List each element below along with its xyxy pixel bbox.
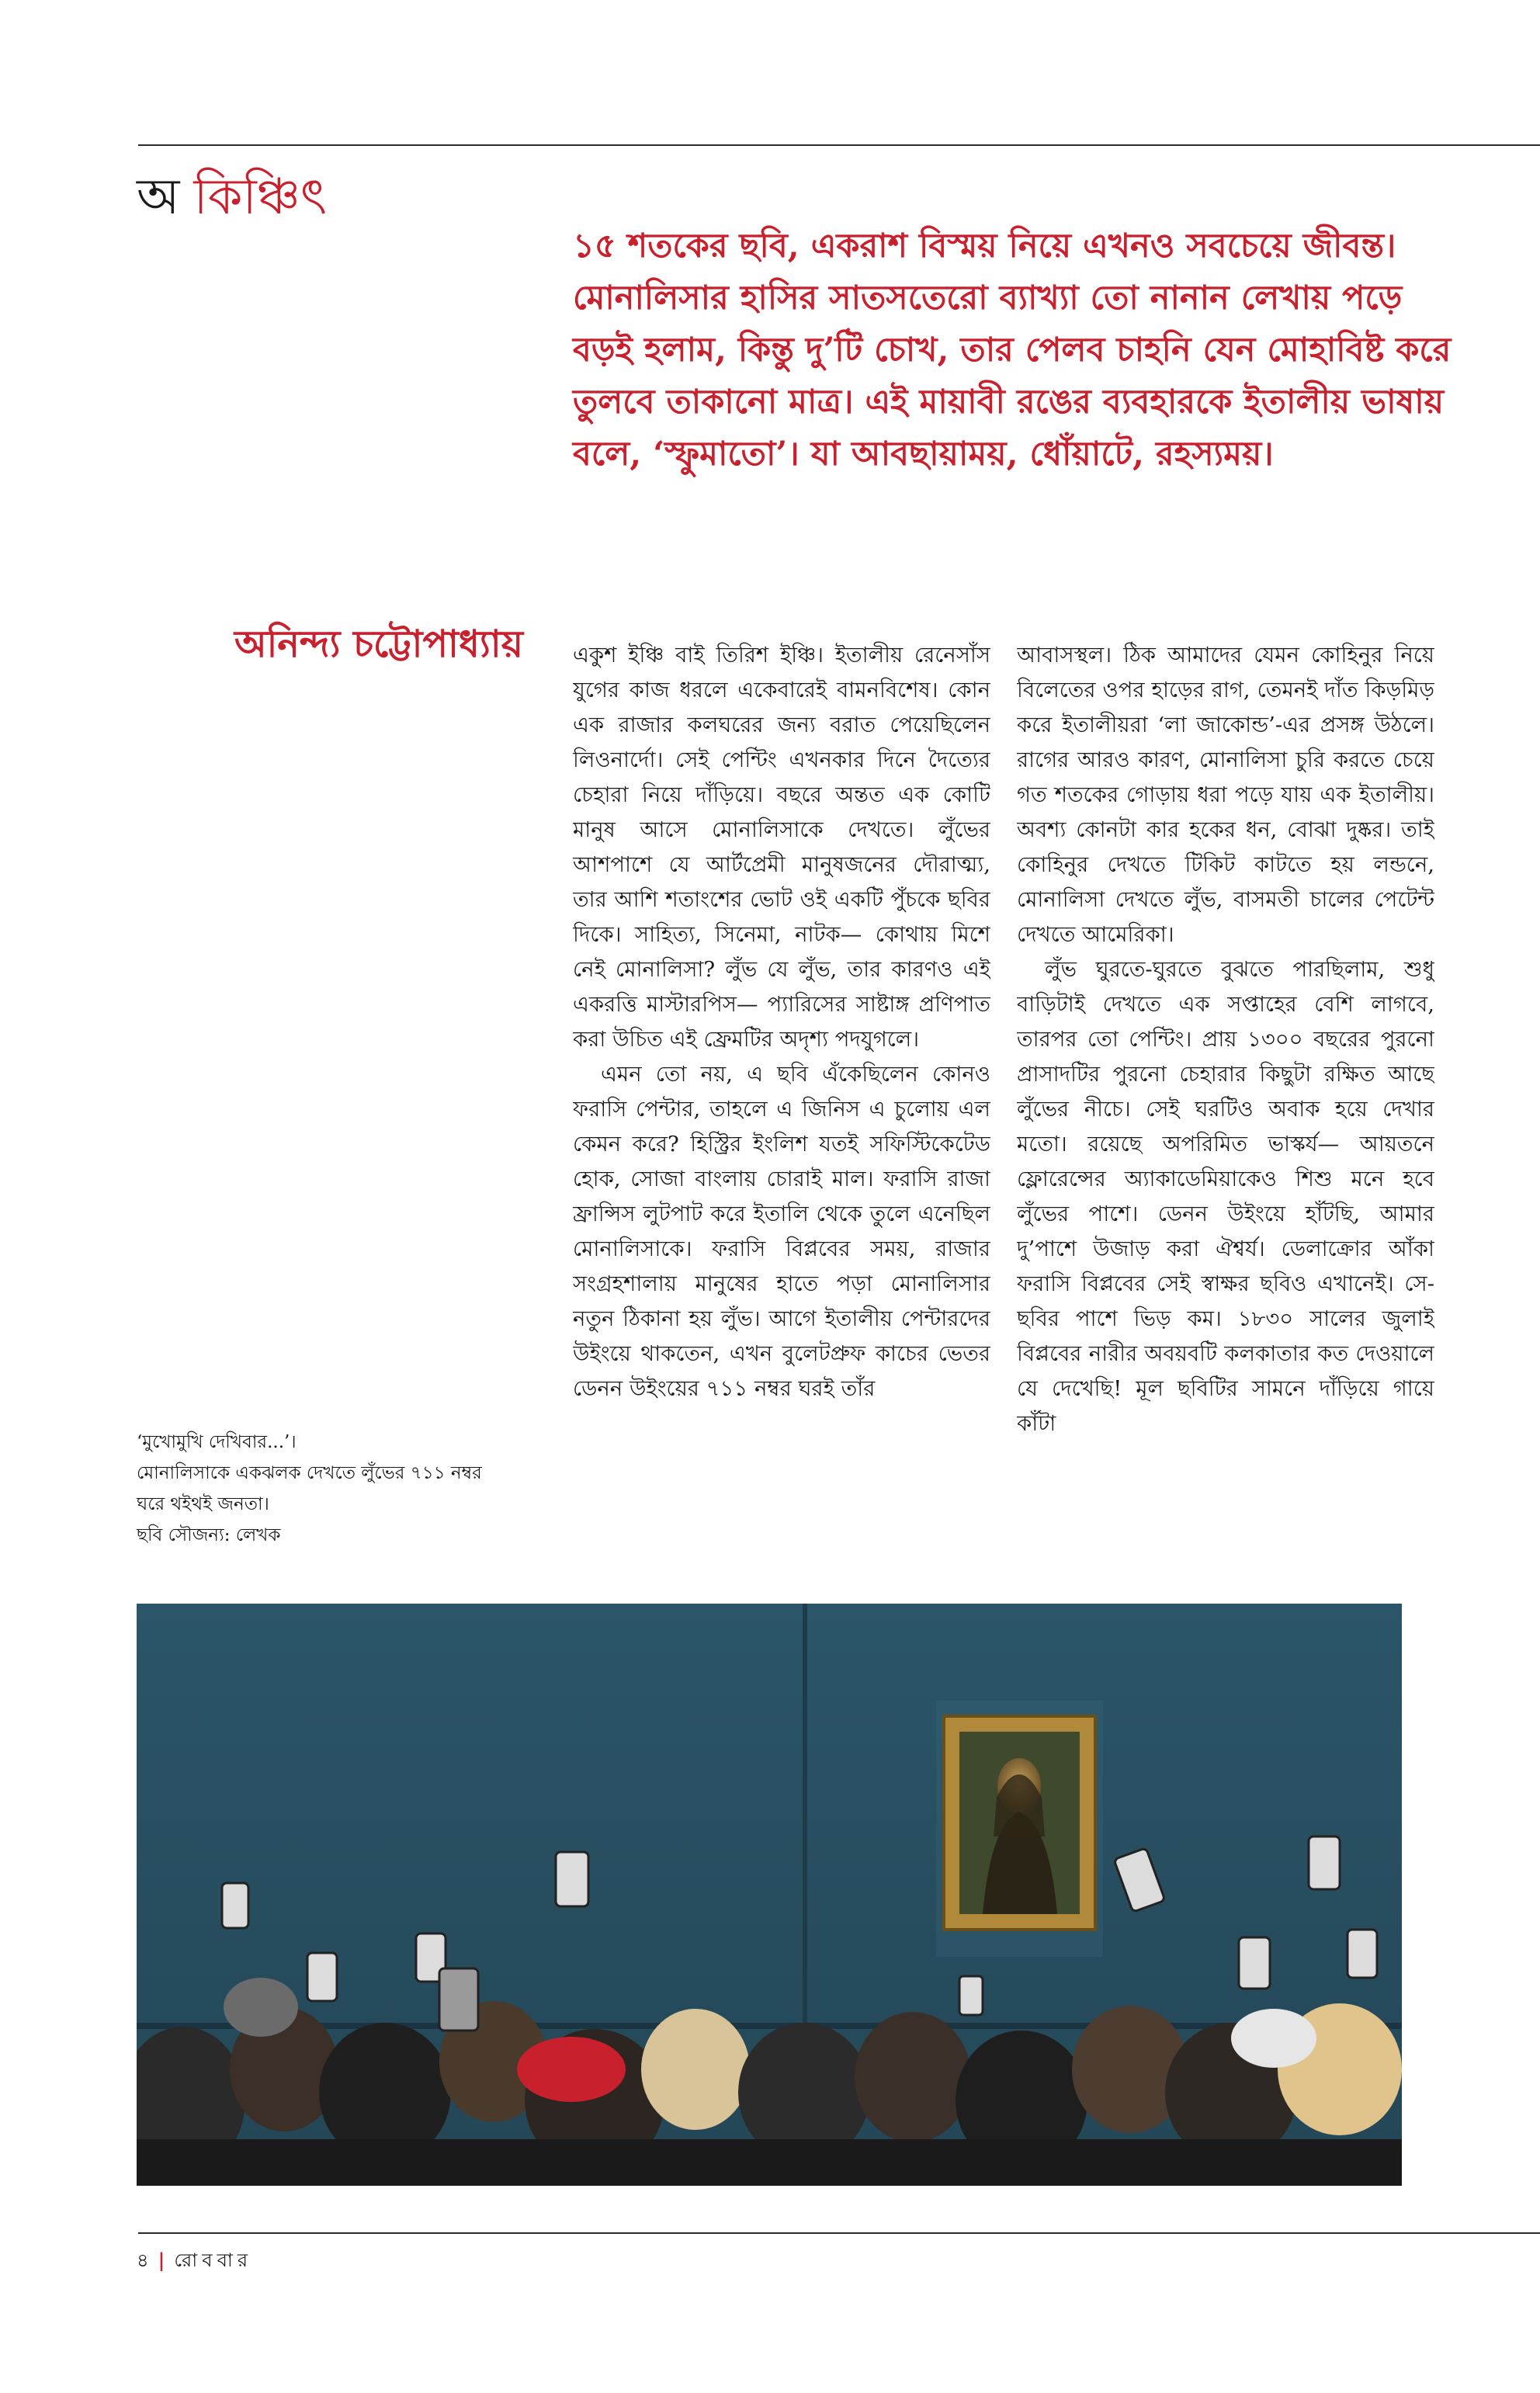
section-prefix: অ <box>137 168 180 226</box>
section-label <box>137 168 327 226</box>
article-paragraph: একুশ ইঞ্চি বাই তিরিশ ইঞ্চি। ইতালীয় রেনেসাঁস যুগের কাজ ধরলে একেবারেই বামনবিশেষ। কোন এক রাজার কলঘরের জন্য বরাত পেয়েছিলেন লিওনার্দো। সেই পেন্টিং এখনকার দিনে দৈত্যের চেহারা নিয়ে দাঁড়িয়ে। বছরে অন্তত এক কোটি মানুষ আসে মোনালিসাকে দেখতে। লুঁভের আশপাশে যে আর্টপ্রেমী মানুষজনের দৌরাত্ম্য, তার আশি শতাংশের ভোট ওই একটি পুঁচকে ছবির দিকে। সাহিত্য, সিনেমা, নাটক— কোথায় মিশে নেই মোনালিসা? লুঁভ যে লুঁভ, তার কারণও এই একরত্তি মাস্টারপিস— প্যারিসের সাষ্টাঙ্গ প্রণিপাত করা উচিত এই ফ্রেমটির অদৃশ্য পদযুগলে। <box>573 643 990 1052</box>
article-column-right <box>1017 638 1434 1554</box>
bottom-rule <box>138 2232 1540 2234</box>
mona-lisa-crowd-photo <box>137 1604 1402 2186</box>
article-column-left <box>573 638 990 1554</box>
wall-panel-seam <box>803 1604 807 2038</box>
photo-caption <box>137 1427 509 1551</box>
author-byline: অনিন্দ্য চট্টোপাধ্যায় <box>234 623 523 666</box>
caption-credit: ছবি সৌজন্য: লেখক <box>137 1525 281 1545</box>
section-name: কিঞ্চিৎ <box>193 168 327 226</box>
top-rule <box>138 144 1540 146</box>
article-paragraph: আবাসস্থল। ঠিক আমাদের যেমন কোহিনুর নিয়ে বিলেতের ওপর হাড়ের রাগ, তেমনই দাঁত কিড়মিড় করে ইতালীয়রা ‘লা জাকোন্ড’-এর প্রসঙ্গ উঠলে। রাগের আরও কারণ, মোনালিসা চুরি করতে চেয়ে গত শতকের গোড়ায় ধরা পড়ে যায় এক ইতালীয়। অবশ্য কোনটা কার হকের ধন, বোঝা দুষ্কর। তাই কোহিনুর দেখতে টিকিট কাটতে হয় লন্ডনে, মোনালিসা দেখতে লুঁভ, বাসমতী চালের পেটেন্ট দেখতে আমেরিকা। <box>1017 643 1434 947</box>
mona-lisa-painting <box>944 1716 1095 1930</box>
article-paragraph: এমন তো নয়, এ ছবি এঁকেছিলেন কোনও ফরাসি পেন্টার, তাহলে এ জিনিস এ চুলোয় এল কেমন করে? হিস্ট্রির ইংলিশ যতই সফিস্টিকেটেড হোক, সোজা বাংলায় চোরাই মাল। ফরাসি রাজা ফ্রান্সিস লুটপাট করে ইতালি থেকে তুলে এনেছিল মোনালিসাকে। ফরাসি বিপ্লবের সময়, রাজার সংগ্রহশালায় মানুষের হাতে পড়া মোনালিসার নতুন ঠিকানা হয় লুঁভ। আগে ইতালীয় পেন্টারদের উইংয়ে থাকতেন, এখন বুলেটপ্রুফ কাচের ভেতর ডেনন উইংয়ের ৭১১ নম্বর ঘরই তাঁর <box>573 1062 990 1401</box>
standfirst: ১৫ শতকের ছবি, একরাশ বিস্ময় নিয়ে এখনও সবচেয়ে জীবন্ত। মোনালিসার হাসির সাতসতেরো ব্যাখ্যা তো নানান লেখায় পড়ে বড়ই হলাম, কিন্তু দু’টি চোখ, তার পেলব চাহনি যেন মোহাবিষ্ট করে তুলবে তাকানো মাত্র। এই মায়াবী রঙের ব্যবহারকে ইতালীয় ভাষায় বলে, ‘স্ফুমাতো’। যা আবছায়াময়, ধোঁয়াটে, রহস্যময়। <box>573 227 1452 473</box>
article-paragraph: লুঁভ ঘুরতে-ঘুরতে বুঝতে পারছিলাম, শুধু বাড়িটাই দেখতে এক সপ্তাহের বেশি লাগবে, তারপর তো পেন্টিং। প্রায় ১৩০০ বছরের পুরনো প্রাসাদটির পুরনো চেহারার কিছুটা রক্ষিত আছে লুঁভের নীচে। সেই ঘরটিও অবাক হয়ে দেখার মতো। রয়েছে অপরিমিত ভাস্কর্য— আয়তনে ফ্লোরেন্সের অ্যাকাডেমিয়াকেও শিশু মনে হবে লুঁভের পাশে। ডেনন উইংয়ে হাঁটছি, আমার দু’পাশে উজাড় করা ঐশ্বর্য। ডেলাক্রোর আঁকা ফরাসি বিপ্লবের সেই স্বাক্ষর ছবিও এখানেই। সে-ছবির পাশে ভিড় কম। ১৮৩০ সালের জুলাই বিপ্লবের নারীর অবয়বটি কলকাতার কত দেওয়ালে যে দেখেছি! মূল ছবিটির সামনে দাঁড়িয়ে গায়ে কাঁটা <box>1017 957 1434 1436</box>
footer-separator: | <box>158 2249 165 2271</box>
caption-text: মোনালিসাকে একঝলক দেখতে লুঁভের ৭১১ নম্বর ঘরে থইথই জনতা। <box>137 1463 482 1514</box>
page-number: ৪ <box>137 2249 149 2271</box>
magazine-name: রোববার <box>174 2249 253 2271</box>
caption-title: ‘মুখোমুখি দেখিবার...’। <box>137 1432 297 1452</box>
page-footer <box>137 2246 252 2277</box>
